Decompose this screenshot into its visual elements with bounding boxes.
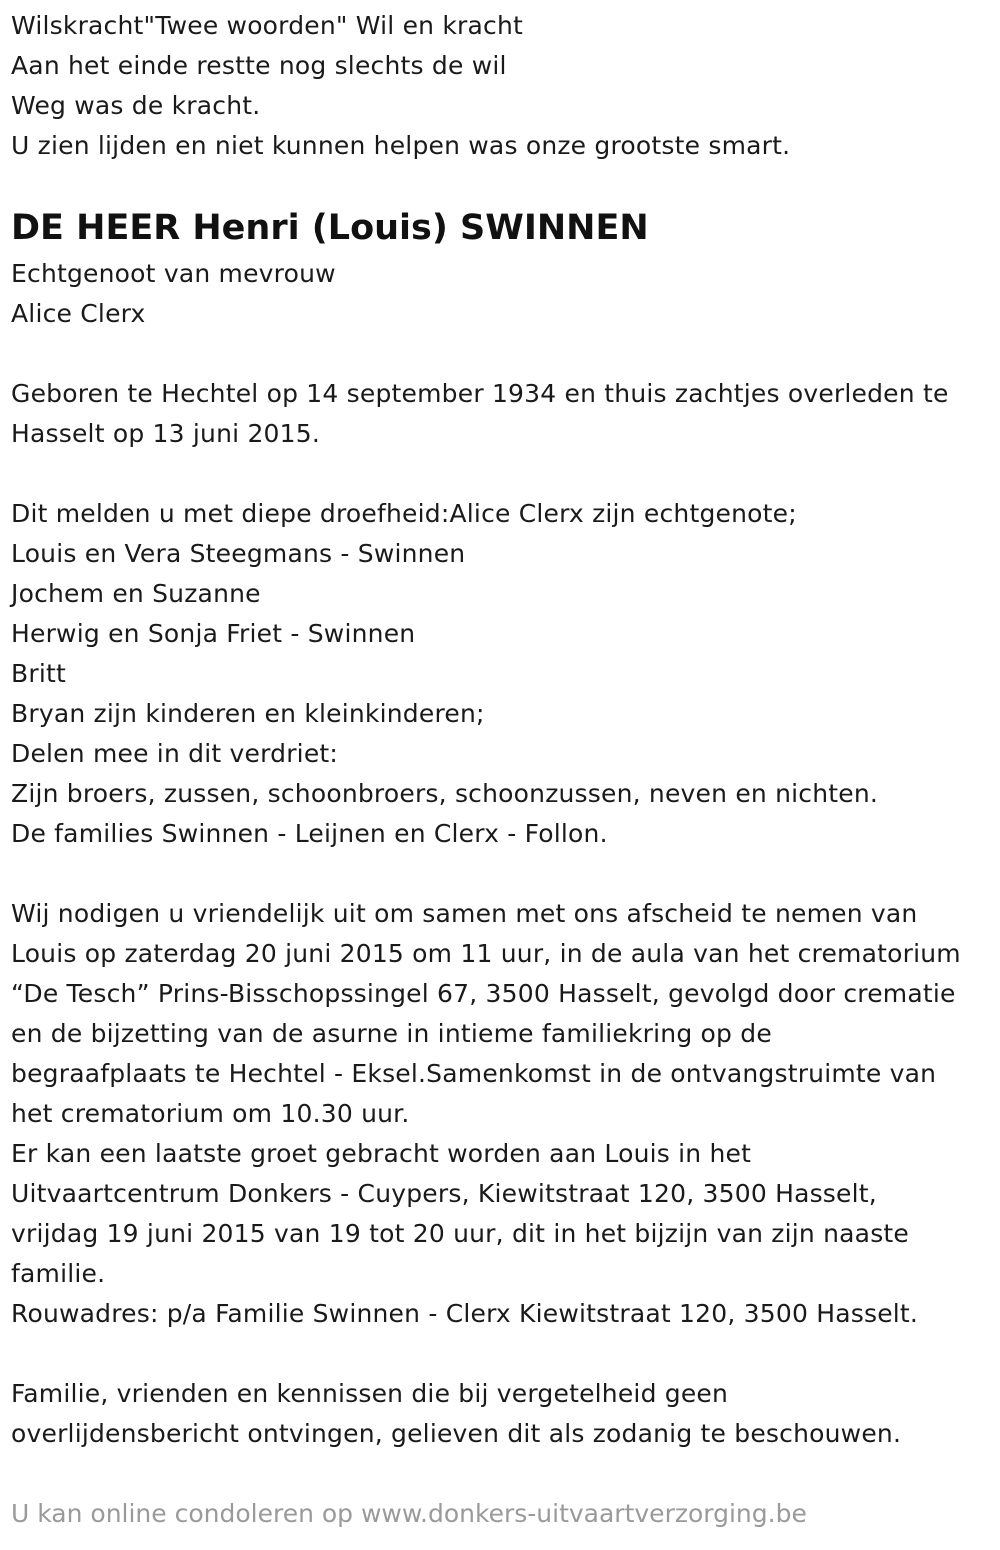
family-line: Herwig en Sonja Friet - Swinnen	[11, 619, 416, 648]
online-condolence-footer: U kan online condoleren op www.donkers-uitvaartverzorging.be	[11, 1499, 807, 1528]
family-line: De families Swinnen - Leijnen en Clerx - Follon.	[11, 819, 608, 848]
family-line: Jochem en Suzanne	[11, 579, 261, 608]
ceremony-line: het crematorium om 10.30 uur.	[11, 1099, 410, 1128]
poem-line: Wilskracht"Twee woorden" Wil en kracht	[11, 11, 524, 40]
family-line: Delen mee in dit verdriet:	[11, 739, 339, 768]
spacer	[11, 854, 1000, 894]
ceremony-line: “De Tesch” Prins-Bisschopssingel 67, 3500 Hasselt, gevolgd door crematie	[11, 979, 956, 1008]
notice-line: Familie, vrienden en kennissen die bij vergetelheid geen	[11, 1379, 729, 1408]
birth-death-line: Geboren te Hechtel op 14 september 1934 en thuis zachtjes overleden te	[11, 379, 949, 408]
poem-line: Weg was de kracht.	[11, 91, 261, 120]
poem-line: Aan het einde restte nog slechts de wil	[11, 51, 507, 80]
poem-block	[11, 6, 1000, 166]
ceremony-line: begraafplaats te Hechtel - Eksel.Samenkomst in de ontvangstruimte van	[11, 1059, 937, 1088]
family-line: Louis en Vera Steegmans - Swinnen	[11, 539, 466, 568]
spacer	[11, 1334, 1000, 1374]
ceremony-line: Louis op zaterdag 20 juni 2015 om 11 uur, in de aula van het crematorium	[11, 939, 961, 968]
ceremony-line: familie.	[11, 1259, 106, 1288]
family-block	[11, 494, 1000, 854]
birth-death-block	[11, 374, 1000, 454]
family-line: Zijn broers, zussen, schoonbroers, schoonzussen, neven en nichten.	[11, 779, 879, 808]
family-line: Bryan zijn kinderen en kleinkinderen;	[11, 699, 485, 728]
birth-death-line: Hasselt op 13 juni 2015.	[11, 419, 321, 448]
spouse-line: Alice Clerx	[11, 299, 146, 328]
ceremony-line: Rouwadres: p/a Familie Swinnen - Clerx Kiewitstraat 120, 3500 Hasselt.	[11, 1299, 919, 1328]
ceremony-line: en de bijzetting van de asurne in intieme familiekring op de	[11, 1019, 772, 1048]
notice-line: overlijdensbericht ontvingen, gelieven dit als zodanig te beschouwen.	[11, 1419, 902, 1448]
ceremony-line: Wij nodigen u vriendelijk uit om samen met ons afscheid te nemen van	[11, 899, 918, 928]
deceased-name-heading: DE HEER Henri (Louis) SWINNEN	[11, 208, 649, 248]
spacer	[11, 454, 1000, 494]
spacer	[11, 166, 1000, 206]
family-line: Britt	[11, 659, 66, 688]
spacer	[11, 334, 1000, 374]
ceremony-line: Uitvaartcentrum Donkers - Cuypers, Kiewitstraat 120, 3500 Hasselt,	[11, 1179, 877, 1208]
family-line: Dit melden u met diepe droefheid:Alice Clerx zijn echtgenote;	[11, 499, 797, 528]
notice-block	[11, 1374, 1000, 1454]
ceremony-line: Er kan een laatste groet gebracht worden aan Louis in het	[11, 1139, 752, 1168]
ceremony-block	[11, 894, 1000, 1334]
spacer	[11, 1454, 1000, 1494]
ceremony-line: vrijdag 19 juni 2015 van 19 tot 20 uur, dit in het bijzijn van zijn naaste	[11, 1219, 910, 1248]
poem-line: U zien lijden en niet kunnen helpen was onze grootste smart.	[11, 131, 791, 160]
spouse-block	[11, 254, 1000, 334]
spouse-line: Echtgenoot van mevrouw	[11, 259, 336, 288]
